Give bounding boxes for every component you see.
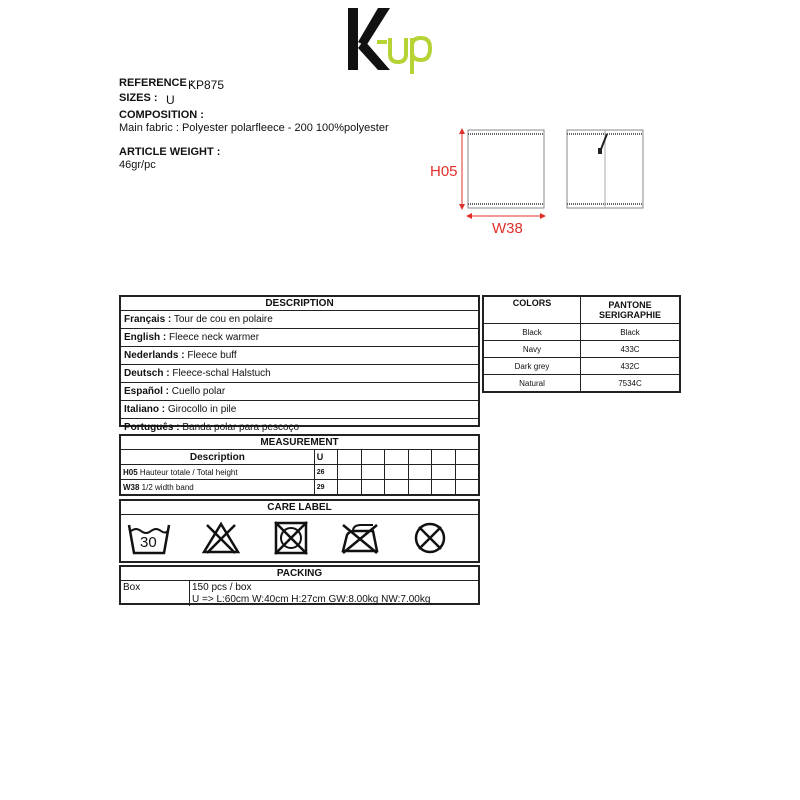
weight-value: 46gr/pc: [119, 159, 156, 171]
composition-value: Main fabric : Polyester polarfleece - 200 100%polyester: [119, 122, 389, 134]
measurement-desc: Hauteur totale / Total height: [137, 467, 238, 477]
measurement-row: [121, 465, 478, 480]
measurement-code: W38: [123, 482, 140, 492]
composition-label: COMPOSITION :: [119, 109, 204, 121]
width-dimension-label: W38: [492, 220, 523, 237]
description-text: Banda polar para pescoço: [179, 422, 300, 433]
colors-table: [482, 295, 681, 393]
packing-section: [119, 565, 480, 605]
language-label: Español :: [124, 386, 170, 397]
color-row: [483, 358, 680, 375]
no-iron-icon: [339, 521, 381, 560]
color-name: Black: [483, 324, 581, 341]
description-text: Tour de cou en polaire: [171, 314, 273, 325]
language-label: Deutsch :: [124, 368, 170, 379]
measurement-desc: 1/2 width band: [139, 482, 194, 492]
measurement-value: 29: [314, 480, 337, 495]
language-label: Nederlands :: [124, 350, 185, 361]
pantone-header: PANTONE SERIGRAPHIE: [581, 296, 681, 324]
reference-value: KP875: [188, 78, 225, 92]
description-line: [121, 311, 478, 329]
sizes-label: SIZES :: [119, 92, 158, 104]
measurement-row: [121, 480, 478, 495]
description-line: [121, 383, 478, 401]
description-text: Fleece buff: [184, 350, 237, 361]
pantone-code: Black: [581, 324, 681, 341]
measurement-code: H05: [123, 467, 138, 477]
description-line: [121, 401, 478, 419]
pantone-code: 433C: [581, 341, 681, 358]
description-lines: [121, 311, 478, 436]
colors-header: COLORS: [483, 296, 581, 324]
language-label: English :: [124, 332, 167, 343]
description-line: [121, 347, 478, 365]
wash-temperature: 30: [140, 534, 157, 551]
color-row: [483, 341, 680, 358]
measurement-value: 26: [314, 465, 337, 480]
description-line: [121, 365, 478, 383]
wash-30-icon: [127, 521, 171, 560]
weight-label: ARTICLE WEIGHT :: [119, 146, 221, 158]
product-diagram: [420, 120, 670, 245]
measurement-title: MEASUREMENT: [121, 436, 478, 450]
description-text: Girocollo in pile: [165, 404, 237, 415]
description-text: Cuello polar: [169, 386, 226, 397]
packing-title: PACKING: [121, 567, 478, 581]
color-name: Natural: [483, 375, 581, 393]
measurement-section: [119, 434, 480, 496]
language-label: Français :: [124, 314, 172, 325]
pantone-code: 7534C: [581, 375, 681, 393]
care-label-section: [119, 499, 480, 563]
color-name: Dark grey: [483, 358, 581, 375]
sizes-value: U: [166, 93, 175, 107]
measurement-size-header: U: [314, 450, 337, 465]
description-text: Fleece-schal Halstuch: [169, 368, 271, 379]
description-section: [119, 295, 480, 433]
packing-label: Box: [121, 581, 190, 606]
brand-logo: [346, 2, 436, 74]
no-bleach-icon: [201, 521, 241, 560]
language-label: Português :: [124, 422, 180, 433]
pantone-code: 432C: [581, 358, 681, 375]
description-title: DESCRIPTION: [121, 297, 478, 311]
color-row: [483, 375, 680, 393]
language-label: Italiano :: [124, 404, 166, 415]
description-text: Fleece neck warmer: [166, 332, 260, 343]
no-dry-clean-icon: [413, 521, 447, 560]
no-tumble-dry-icon: [273, 521, 309, 560]
color-row: [483, 324, 680, 341]
color-name: Navy: [483, 341, 581, 358]
measurement-desc-header: Description: [121, 450, 314, 465]
packing-line-2: U => L:60cm W:40cm H:27cm GW:8.00kg NW:7.00kg: [192, 594, 431, 605]
description-line: [121, 329, 478, 347]
packing-line-1: 150 pcs / box: [192, 582, 252, 593]
height-dimension-label: H05: [430, 163, 458, 180]
reference-label: REFERENCE :: [119, 77, 194, 89]
care-label-title: CARE LABEL: [121, 501, 478, 515]
measurement-table: [121, 449, 478, 495]
